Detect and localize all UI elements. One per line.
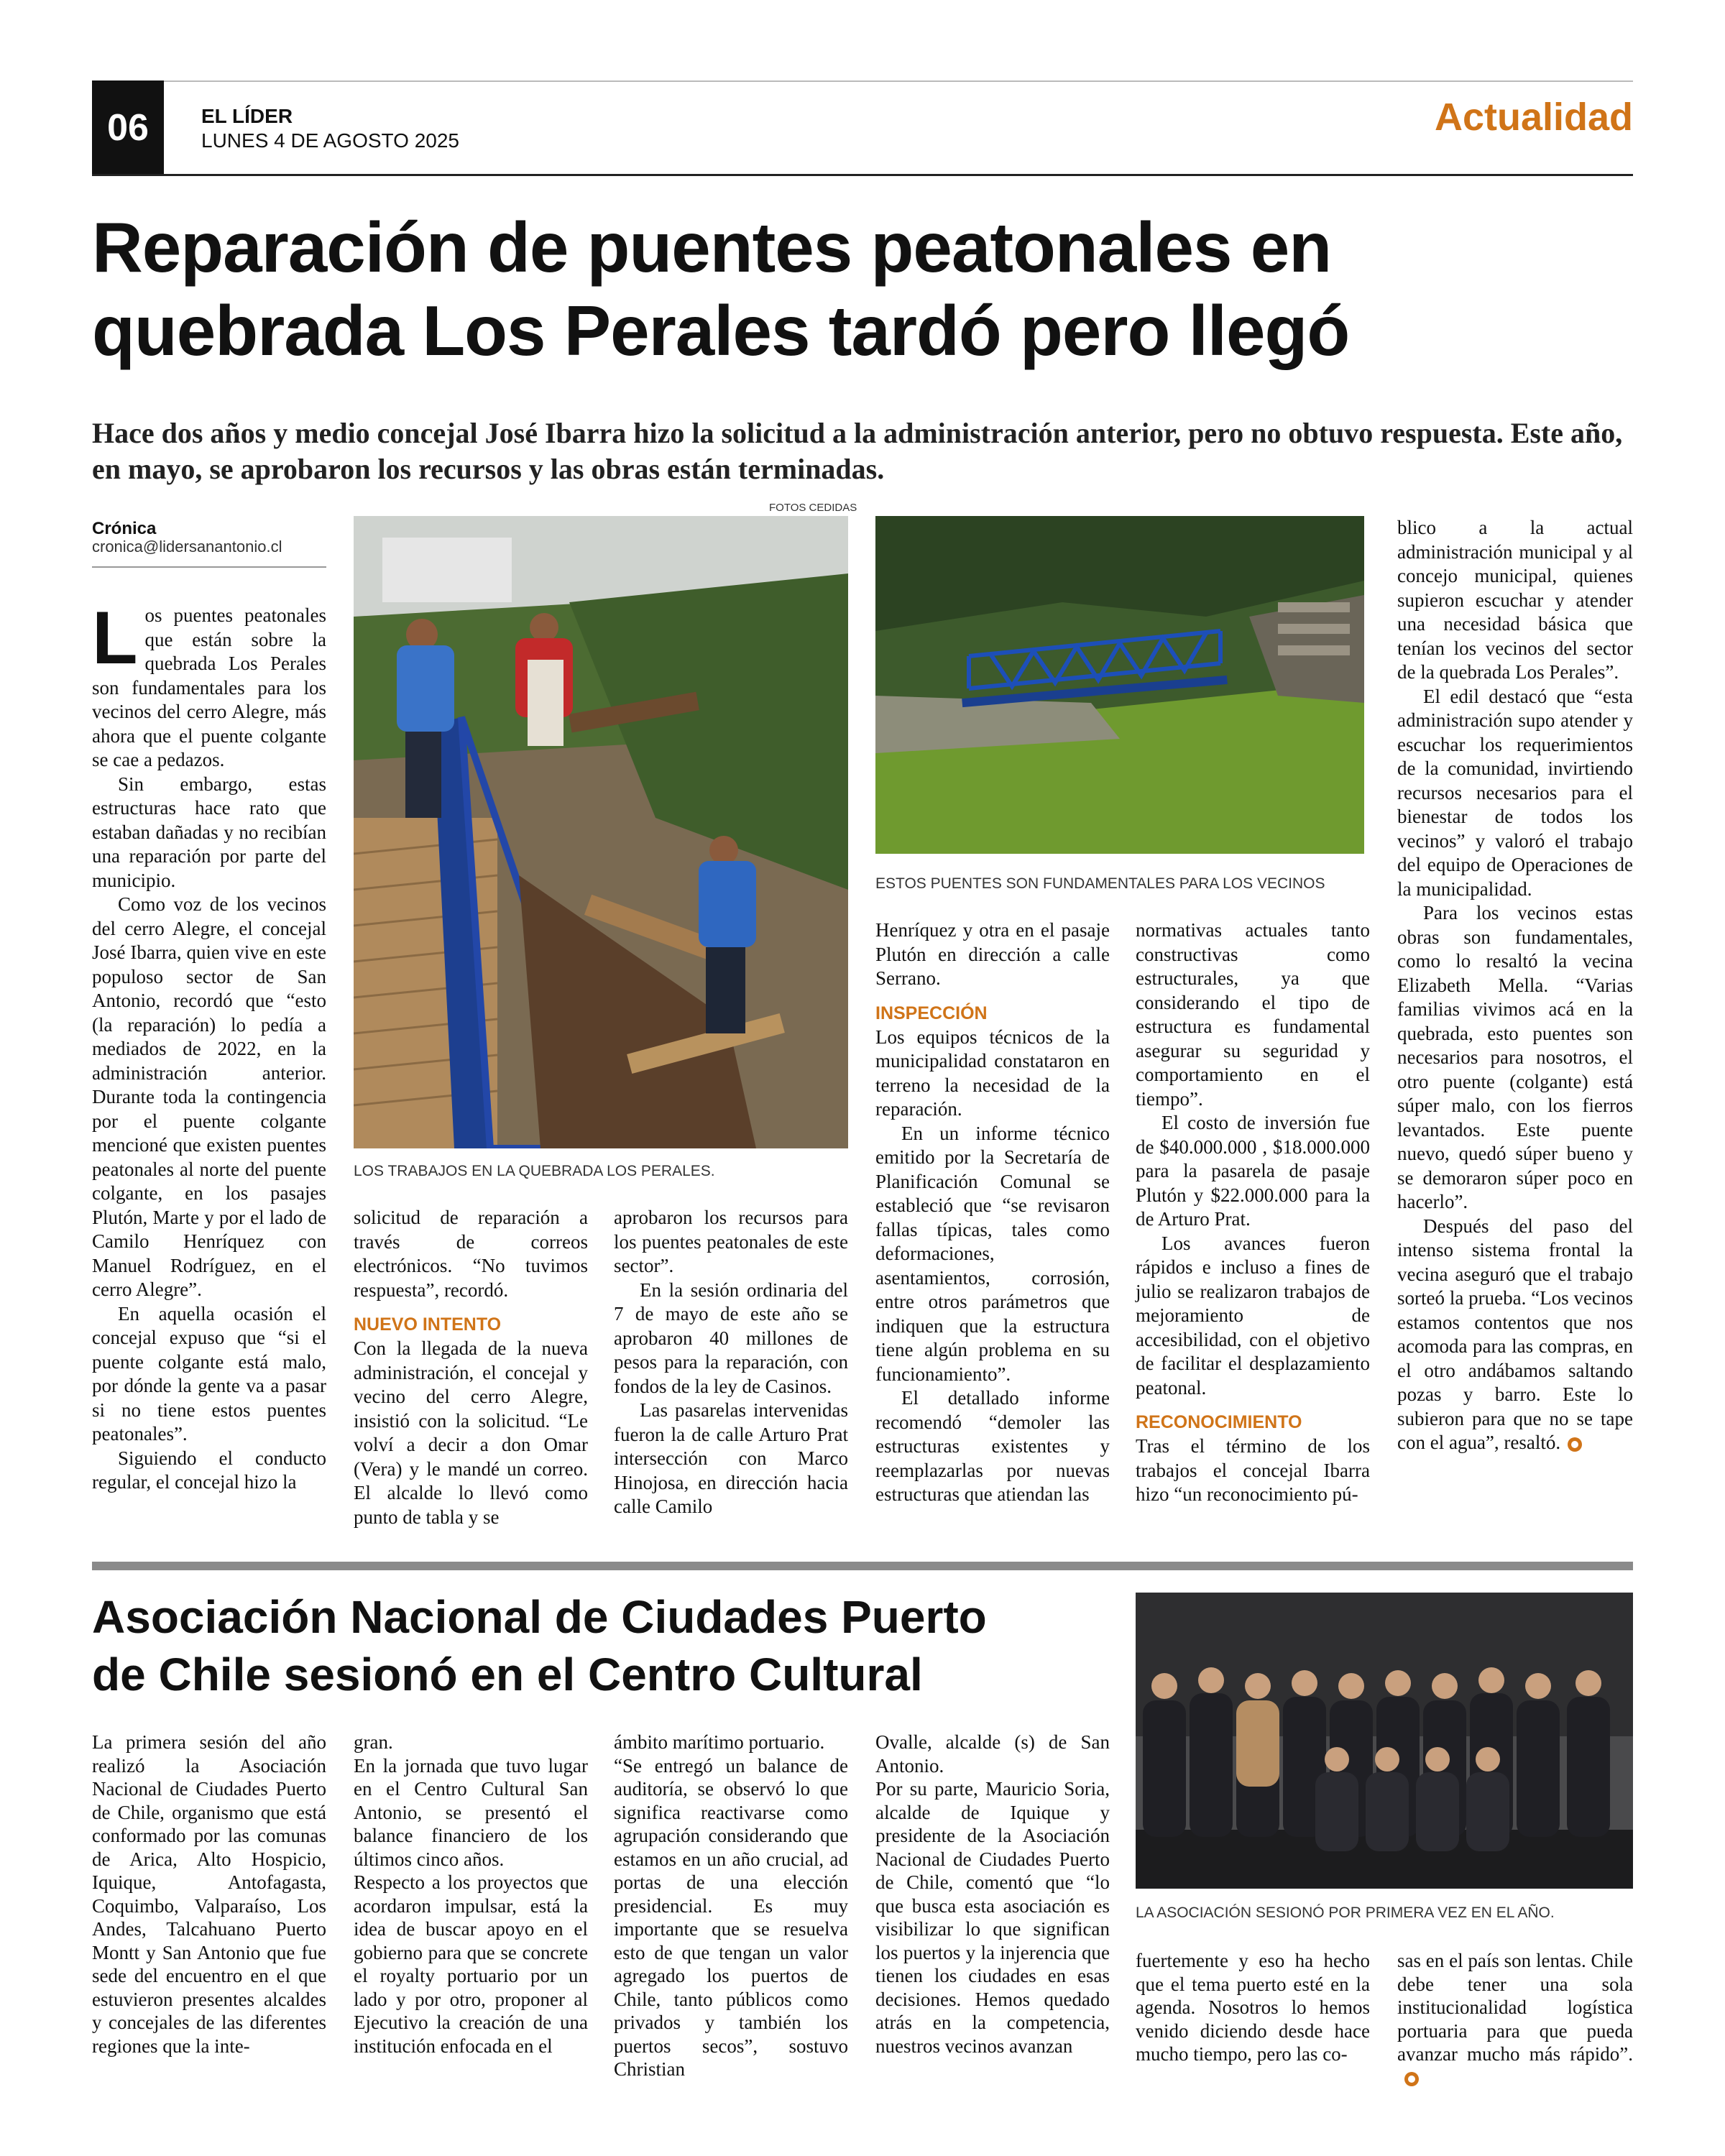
article2-column-2 (354, 1731, 588, 2058)
photo-group (1136, 1593, 1633, 1889)
article-column-5 (1136, 918, 1370, 1507)
paragraph: El edil destacó que “esta administración supo atender y escuchar los requerimientos de la comunidad, invirtiendo recursos necesarios para el bienestar de todos los vecinos” y valoró el trabajo del equipo de Operaciones de la municipalidad. (1397, 685, 1633, 900)
paragraph: Después del paso del intenso sistema frontal la vecina aseguró que el trabajo sorteó la prueba. “Los vecinos estamos contentos que nos acomoda para las compras, en el otro andábamos saltando pozas y barro. Este lo subieron para que no se tape con el agua”, resaltó. (1397, 1215, 1633, 1453)
paragraph: ámbito marítimo portuario. (614, 1731, 825, 1753)
paragraph: Respecto a los proyectos que acordaron impulsar, está la idea de buscar apoyo en el gobierno para que se concrete el royalty portuario por un lado y por otro, proponer al Ejecutivo la creación de una institución enfocada en el (354, 1871, 588, 2057)
paragraph: “Se entregó un balance de auditoría, se observó lo que significa reactivarse como agrupación considerando que estamos en un año crucial, ad portas de una elección presidencial. Es muy importante que se resuelva esto de que tengan un valor agregado los puertos de Chile, tanto públicos como privados y también los puertos secos”, sostuvo Christian (614, 1754, 848, 2080)
section-label: Actualidad (1434, 96, 1633, 139)
paragraph: gran. (354, 1731, 393, 1753)
headline2-line-1: Asociación Nacional de Ciudades Puerto (92, 1591, 987, 1643)
article2-headline (92, 1588, 1134, 1703)
headline-line-2: quebrada Los Perales tardó pero llegó (92, 291, 1350, 370)
subhead-inspeccion: INSPECCIÓN (875, 1003, 988, 1023)
drop-cap: L (92, 596, 138, 680)
article2-column-4 (875, 1731, 1110, 2058)
paragraph: En la jornada que tuvo lugar en el Centro Cultural San Antonio, se presentó el balance financiero de los últimos cinco años. (354, 1754, 588, 1870)
paragraph: En aquella ocasión el concejal expuso que “si el puente colgante está malo, por dónde la gente va a pasar si no tiene estos puentes peatonales”. (92, 1302, 326, 1445)
paragraph: Por su parte, Mauricio Soria, alcalde de Iquique y presidente de la Asociación Nacional de Ciudades Puerto de Chile, comentó que “lo que busca esta asociación es visibilizar lo que significan los puertos y la injerencia que tienen los ciudades en esas decisiones. Hemos quedado atrás en la competencia, nuestros vecinos avanzan (875, 1778, 1110, 2057)
paragraph: Las pasarelas intervenidas fueron la de calle Arturo Prat intersección con Marco Hinojosa, en dirección hacia calle Camilo (614, 1399, 848, 1517)
byline-rule (92, 566, 326, 568)
paragraph: Los puentes peatonales que están sobre la quebrada Los Perales son fundamentales para los vecinos del cerro Alegre, más ahora que el puente colgante se cae a pedazos. (92, 596, 326, 770)
photo-bridge-workers (354, 516, 848, 1148)
paragraph: El costo de inversión fue de $40.000.000 , $18.000.000 para la pasarela de pasaje Plutón y $22.000.000 para la de Arturo Prat. (1136, 1112, 1370, 1230)
photo-credit: FOTOS CEDIDAS (769, 502, 857, 514)
publication-date: LUNES 4 DE AGOSTO 2025 (201, 129, 459, 152)
paragraph: Sin embargo, estas estructuras hace rato que estaban dañadas y no recibían una reparación por parte del municipio. (92, 773, 326, 891)
article2-column-5 (1136, 1949, 1370, 2066)
paragraph: Para los vecinos estas obras son fundamentales, como lo resaltó la vecina Elizabeth Mella. “Varias familias vivimos acá en la quebrada, esto puentes son necesarios para nosotros, el otro puente (colgante) está súper malo, con los fierros levantados. Este puente nuevo, quedó súper bueno y se demoraron súper poco en hacerlo”. (1397, 902, 1633, 1212)
paragraph: fuertemente y eso ha hecho que el tema puerto esté en la agenda. Nosotros lo hemos venido diciendo desde hace mucho tiempo, pero las co- (1136, 1950, 1370, 2065)
subhead-nuevo-intento: NUEVO INTENTO (354, 1314, 502, 1335)
article-column-4 (875, 918, 1110, 1507)
paragraph: El detallado informe recomendó “demoler las estructuras existentes y reemplazarlas por nuevas estructuras que atiendan las (875, 1387, 1110, 1505)
article-subhead: Hace dos años y medio concejal José Ibarra hizo la solicitud a la administración anterior, pero no obtuvo respuesta. Este año, en mayo, se aprobaron los recursos y las obras están terminadas. (92, 417, 1623, 485)
byline-email[interactable]: cronica@lidersanantonio.cl (92, 538, 282, 556)
photo-blue-bridge (875, 516, 1364, 854)
article-column-1 (92, 596, 326, 1495)
article-headline (92, 206, 1633, 372)
top-rule (92, 80, 1633, 82)
paragraph: En la sesión ordinaria del 7 de mayo de este año se aprobaron 40 millones de pesos para la reparación, con fondos de la ley de Casinos. (614, 1279, 848, 1397)
section-divider (92, 1562, 1633, 1570)
paragraph: Ovalle, alcalde (s) de San Antonio. (875, 1731, 1110, 1777)
paragraph: solicitud de reparación a través de correos electrónicos. “No tuvimos respuesta”, recordó. (354, 1207, 588, 1301)
article2-column-1 (92, 1731, 326, 2058)
paragraph: aprobaron los recursos para los puentes peatonales de este sector”. (614, 1207, 848, 1276)
paragraph: Con la llegada de la nueva administración, el concejal y vecino del cerro Alegre, insistió con la solicitud. “Le volví a decir a don Omar (Vera) y le mandé un correo. El alcalde lo llevó como punto de tabla y se (354, 1337, 588, 1528)
article-column-2 (354, 1206, 588, 1529)
end-of-article-icon (1568, 1437, 1582, 1452)
subhead-reconocimiento: RECONOCIMIENTO (1136, 1412, 1302, 1432)
paragraph: Los avances fueron rápidos e incluso a fines de julio se realizaron trabajos de mejoramiento de accesibilidad, con el objetivo de facilitar el desplazamiento peatonal. (1136, 1232, 1370, 1399)
photo-caption-group: LA ASOCIACIÓN SESIONÓ POR PRIMERA VEZ EN EL AÑO. (1136, 1904, 1555, 1921)
paragraph: Los equipos técnicos de la municipalidad constataron en terreno la necesidad de la reparación. (875, 1026, 1110, 1120)
photo-caption-1: LOS TRABAJOS EN LA QUEBRADA LOS PERALES. (354, 1163, 715, 1179)
newspaper-name: EL LÍDER (201, 105, 293, 127)
paragraph: Siguiendo el conducto regular, el concejal hizo la (92, 1447, 326, 1493)
paragraph: blico a la actual administración municipal y al concejo municipal, quienes supieron escuchar y atender una necesidad básica que tenían los vecinos del sector de la quebrada Los Perales”. (1397, 517, 1633, 683)
article2-column-3 (614, 1731, 848, 2081)
photo-caption-2: ESTOS PUENTES SON FUNDAMENTALES PARA LOS VECINOS (875, 875, 1325, 892)
page-number: 06 (92, 80, 164, 175)
paragraph: En un informe técnico emitido por la Secretaría de Planificación Comunal se estableció que “se revisaron fallas típicas, tales como deformaciones, asentamientos, corrosión, entre otros parámetros que indiquen que la estructura tiene algún problema en su funcionamiento”. (875, 1122, 1110, 1385)
paragraph: Tras el término de los trabajos el concejal Ibarra hizo “un reconocimiento pú- (1136, 1435, 1370, 1505)
article-column-3 (614, 1206, 848, 1519)
byline-author: Crónica (92, 519, 157, 538)
paragraph: sas en el país son lentas. Chile debe tener una sola institucionalidad logística portuaria para que pueda avanzar mucho más rápido”. (1397, 1949, 1633, 2089)
paragraph: Henríquez y otra en el pasaje Plutón en dirección a calle Serrano. (875, 919, 1110, 989)
article2-column-6 (1397, 1949, 1633, 2089)
paragraph: Como voz de los vecinos del cerro Alegre, el concejal José Ibarra, quien vive en este populoso sector de San Antonio, recordó que “esto (la reparación) lo pedía a mediados de 2022, en la administración anterior. Durante toda la contingencia por el puente colgante mencioné que existen puentes peatonales al norte del puente colgante, en los pasajes Plutón, Marte y por el lado de Camilo Henríquez con Manuel Rodríguez, en el cerro Alegre”. (92, 893, 326, 1300)
end-of-article-icon (1404, 2072, 1419, 2086)
photo-group-image (1136, 1593, 1633, 1889)
paragraph: normativas actuales tanto constructivas como estructurales, ya que considerando el tipo de estructura es fundamental asegurar su seguridad y comportamiento en el tiempo”. (1136, 919, 1370, 1110)
article-column-6 (1397, 516, 1633, 1455)
paragraph: La primera sesión del año realizó la Asociación Nacional de Ciudades Puerto de Chile, organismo que está conformado por las comunas de Arica, Alto Hospicio, Iquique, Antofagasta, Coquimbo, Valparaíso, Los Andes, Talcahuano Puerto Montt y San Antonio que fue sede del encuentro en el que estuvieron presentes alcaldes y concejales de las diferentes regiones que la inte- (92, 1731, 326, 2057)
masthead-rule (92, 174, 1633, 176)
headline2-line-2: de Chile sesionó en el Centro Cultural (92, 1649, 923, 1700)
photo-blue-bridge-image (875, 516, 1364, 854)
headline-line-1: Reparación de puentes peatonales en (92, 208, 1332, 287)
photo-bridge-workers-image (354, 516, 848, 1148)
